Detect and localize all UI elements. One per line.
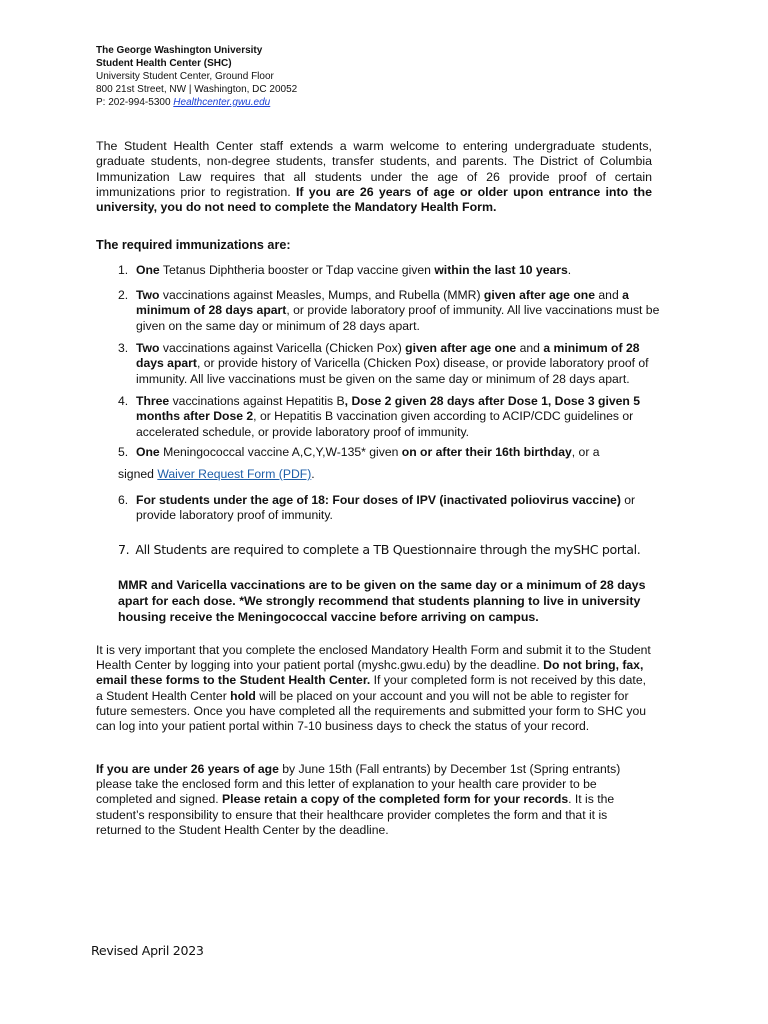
bold-text-segment: Do not bring, fax, email these forms to the Student Health Center. [96, 658, 644, 688]
item-number: 4. [118, 394, 129, 408]
item-number: 7. [118, 542, 130, 557]
immunization-item [118, 445, 668, 460]
bold-text-segment: a minimum of 28 days apart [136, 288, 629, 318]
text-segment: If your completed form is not received by this date, a Student Health Center [96, 673, 646, 703]
text-segment: or provide laboratory proof of immunity. [136, 493, 636, 523]
tb-questionnaire-item [118, 542, 640, 557]
waiver-suffix: . [311, 467, 315, 481]
text-segment: , or a [571, 445, 600, 459]
revision-date: Revised April 2023 [91, 943, 204, 958]
submission-paragraph [96, 643, 656, 734]
bold-text-segment: a minimum of 28 days apart [136, 341, 640, 371]
bold-text-segment: given after age one [405, 341, 517, 355]
immunization-item [118, 493, 668, 524]
bold-text-segment: If you are under 26 years of age [96, 762, 279, 776]
item-text [136, 341, 668, 387]
text-segment: . It is the student’s responsibility to ensure that their healthcare provider completes the form and that it is returned to the Student Health Center by the deadline. [96, 792, 615, 837]
intro-text: The Student Health Center staff extends a warm welcome to entering undergraduate students, graduate students, non-degree students, transfer students, and parents. The District of Columbia Immunization Law requires that all students under the age of 26 provide proof of certain immunizations prior to registration. [96, 139, 652, 199]
text-segment: Meningococcal vaccine A,C,Y,W-135* given [159, 445, 402, 459]
bold-text-segment: within the last 10 years [434, 263, 568, 277]
item-number: 3. [118, 341, 129, 355]
waiver-request-form-link[interactable]: Waiver Request Form (PDF) [157, 467, 312, 481]
required-immunizations-heading: The required immunizations are: [96, 238, 291, 252]
university-name: The George Washington University [96, 45, 263, 56]
mmr-varicella-note: MMR and Varicella vaccinations are to be given on the same day or a minimum of 28 days apart for each dose. *We strongly recommend that students planning to live in university housing receive the Meningococcal vaccine before arriving on campus. [118, 578, 646, 624]
center-name: Student Health Center (SHC) [96, 58, 232, 69]
waiver-prefix: signed [118, 467, 158, 481]
text-segment: vaccinations against Hepatitis B [169, 394, 345, 408]
phone-number: P: 202-994-5300 [96, 97, 171, 108]
bold-text-segment: hold [230, 688, 256, 703]
item-number: 2. [118, 288, 129, 302]
bold-text-segment: Two [136, 341, 160, 355]
text-segment: by June 15th (Fall entrants) by December 1st (Spring entrants) please take the enclosed form and this letter of explanation to your health care provider to be completed and signed. [96, 762, 621, 807]
text-segment: , or provide laboratory proof of immunity. All live vaccinations must be given on the same day or minimum of 28 days apart. [136, 303, 660, 333]
item-text [136, 493, 668, 524]
address-line: 800 21st Street, NW | Washington, DC 20052 [96, 84, 298, 95]
text-segment: , or Hepatitis B vaccination given according to ACIP/CDC guidelines or accelerated schedule, or provide laboratory proof of immunity. [136, 409, 634, 439]
bold-text-segment: One [136, 263, 160, 277]
under-26-paragraph [96, 762, 656, 838]
text-segment: Tetanus Diphtheria booster or Tdap vaccine given [159, 263, 435, 277]
item-text [136, 288, 668, 334]
bold-text-segment: Please retain a copy of the completed form for your records [222, 792, 569, 807]
intro-bold-text: If you are 26 years of age or older upon entrance into the university, you do not need to complete the Mandatory Health Form. [96, 184, 652, 215]
bold-text-segment: given after age one [483, 288, 595, 302]
immunization-item [118, 341, 668, 387]
item-text [136, 263, 668, 278]
text-segment: . [567, 263, 572, 277]
bold-text-segment: , Dose 2 given 28 days after Dose 1, Dose 3 given 5 months after Dose 2 [136, 394, 641, 424]
item-number: 1. [118, 263, 129, 277]
text-segment: and [595, 288, 623, 302]
text-segment: It is very important that you complete the enclosed Mandatory Health Form and submit it to the Student Health Center by logging into your patient portal (myshc.gwu.edu) by the deadline. [96, 643, 651, 673]
item-number: 6. [118, 493, 129, 507]
immunization-item [118, 263, 668, 278]
text-segment: will be placed on your account and you will not be able to register for future semesters. Once you have completed all the requirements and submitted your form to SHC you can log into your patient portal within 7-10 business days to check the status of your record. [96, 688, 647, 734]
bold-text-segment: One [136, 445, 160, 459]
bold-text-segment: on or after their 16th birthday [401, 445, 572, 459]
text-segment: vaccinations against Measles, Mumps, and Rubella (MMR) [159, 288, 484, 302]
text-segment: and [516, 341, 544, 355]
intro-paragraph [96, 139, 652, 215]
website-link[interactable]: Healthcenter.gwu.edu [173, 97, 271, 108]
bold-text-segment: Two [136, 288, 160, 302]
immunization-item [118, 288, 668, 334]
item-text: All Students are required to complete a TB Questionnaire through the mySHC portal. [135, 542, 641, 557]
text-segment: , or provide history of Varicella (Chicken Pox) disease, or provide laboratory proof of immunity. All live vaccinations must be given on the same day or minimum of 28 days apart. [136, 356, 649, 386]
bold-text-segment: For students under the age of 18: Four doses of IPV (inactivated poliovirus vaccine) [136, 493, 621, 507]
location-line: University Student Center, Ground Floor [96, 71, 274, 82]
item-text [136, 394, 668, 440]
text-segment: vaccinations against Varicella (Chicken Pox) [159, 341, 406, 355]
waiver-line [118, 467, 315, 481]
bold-text-segment: Three [136, 394, 170, 408]
item-text [136, 445, 668, 460]
letterhead [96, 44, 297, 109]
immunization-item [118, 394, 668, 440]
contact-line [96, 96, 297, 109]
item-number: 5. [118, 445, 129, 459]
